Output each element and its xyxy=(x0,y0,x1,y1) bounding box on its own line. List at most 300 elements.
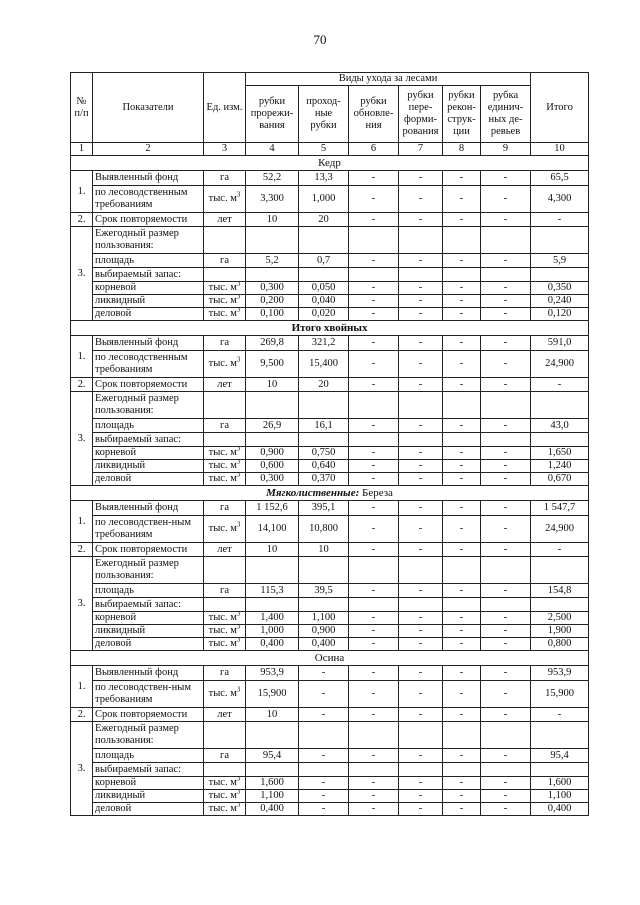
value-cell: - xyxy=(481,308,531,321)
value-cell: - xyxy=(299,666,349,681)
row-number: 2. xyxy=(71,708,93,722)
value-cell: - xyxy=(349,282,399,295)
value-cell: - xyxy=(399,790,443,803)
fund-row xyxy=(71,336,589,351)
fund-row-m3 xyxy=(71,516,589,543)
unit-cell: тыс. $м^3$ xyxy=(204,625,246,638)
total-value: 24,900 xyxy=(531,351,589,378)
value-cell: - xyxy=(481,460,531,473)
total-value: 1,100 xyxy=(531,790,589,803)
value-cell: - xyxy=(399,460,443,473)
stock-label: выбираемый запас: xyxy=(93,268,204,282)
repeat-row xyxy=(71,708,589,722)
value-cell: 0,400 xyxy=(246,803,299,816)
empty-cell xyxy=(246,268,299,282)
empty-cell xyxy=(349,722,399,749)
unit-cell: га xyxy=(204,171,246,186)
value-cell: - xyxy=(443,171,481,186)
total-value: 0,350 xyxy=(531,282,589,295)
header-type-6: рубка единич- ных де- ревьев xyxy=(481,86,531,143)
annual-row xyxy=(71,392,589,419)
area-row xyxy=(71,419,589,433)
value-cell: - xyxy=(399,282,443,295)
value-cell: - xyxy=(443,803,481,816)
fund-label-cont: по лесоводственным требованиям xyxy=(93,351,204,378)
empty-cell xyxy=(204,227,246,254)
value-cell: 10 xyxy=(246,213,299,227)
column-number: 10 xyxy=(531,143,589,156)
value-cell: 15,400 xyxy=(299,351,349,378)
empty-cell xyxy=(299,598,349,612)
section-title-row xyxy=(71,486,589,501)
root-label: корневой xyxy=(93,282,204,295)
fund-label: Выявленный фонд xyxy=(93,501,204,516)
value-cell: 0,020 xyxy=(299,308,349,321)
stock-label: выбираемый запас: xyxy=(93,433,204,447)
value-cell: - xyxy=(399,612,443,625)
repeat-row xyxy=(71,543,589,557)
value-cell: - xyxy=(349,473,399,486)
empty-cell xyxy=(531,268,589,282)
total-value: 15,900 xyxy=(531,681,589,708)
empty-cell xyxy=(531,392,589,419)
value-cell: - xyxy=(443,612,481,625)
value-cell: 0,400 xyxy=(299,638,349,651)
header-indicators: Показатели xyxy=(93,73,204,143)
value-cell: 0,040 xyxy=(299,295,349,308)
value-cell: - xyxy=(443,336,481,351)
empty-cell xyxy=(531,227,589,254)
total-value: 0,240 xyxy=(531,295,589,308)
header-type-3: рубки обновле- ния xyxy=(349,86,399,143)
empty-cell xyxy=(349,392,399,419)
row-number: 3. xyxy=(71,392,93,486)
root-label: корневой xyxy=(93,447,204,460)
total-value: 24,900 xyxy=(531,516,589,543)
value-cell: - xyxy=(481,803,531,816)
value-cell: - xyxy=(481,419,531,433)
unit-cell: тыс. $м^3$ xyxy=(204,803,246,816)
unit-cell: лет xyxy=(204,213,246,227)
value-cell: - xyxy=(349,708,399,722)
empty-cell xyxy=(481,763,531,777)
row-number: 2. xyxy=(71,543,93,557)
value-cell: 52,2 xyxy=(246,171,299,186)
value-cell: - xyxy=(399,186,443,213)
value-cell: 115,3 xyxy=(246,584,299,598)
repeat-label: Срок повторяемости xyxy=(93,543,204,557)
empty-cell xyxy=(349,268,399,282)
root-row xyxy=(71,612,589,625)
value-cell: - xyxy=(443,790,481,803)
empty-cell xyxy=(299,268,349,282)
value-cell: - xyxy=(443,473,481,486)
unit-cell: тыс. $м^3$ xyxy=(204,447,246,460)
value-cell: - xyxy=(481,543,531,557)
liquid-row xyxy=(71,790,589,803)
unit-cell: тыс. $м^3$ xyxy=(204,351,246,378)
column-number: 1 xyxy=(71,143,93,156)
section-title-row xyxy=(71,156,589,171)
liquid-label: ликвидный xyxy=(93,790,204,803)
value-cell: 16,1 xyxy=(299,419,349,433)
section-title: Кедр xyxy=(71,156,589,171)
unit-cell: тыс. $м^3$ xyxy=(204,186,246,213)
fund-label-cont: по лесоводственным требованиям xyxy=(93,186,204,213)
value-cell: - xyxy=(349,790,399,803)
total-value: 1,600 xyxy=(531,777,589,790)
value-cell: - xyxy=(399,777,443,790)
empty-cell xyxy=(481,598,531,612)
unit-cell: га xyxy=(204,666,246,681)
value-cell: - xyxy=(299,803,349,816)
value-cell: 10 xyxy=(246,543,299,557)
unit-cell: тыс. $м^3$ xyxy=(204,790,246,803)
empty-cell xyxy=(349,763,399,777)
value-cell: 321,2 xyxy=(299,336,349,351)
value-cell: - xyxy=(349,612,399,625)
forest-care-table xyxy=(70,72,589,816)
empty-cell xyxy=(246,392,299,419)
value-cell: 0,640 xyxy=(299,460,349,473)
value-cell: - xyxy=(481,295,531,308)
empty-cell xyxy=(399,557,443,584)
annual-row xyxy=(71,227,589,254)
empty-cell xyxy=(399,763,443,777)
unit-cell: га xyxy=(204,501,246,516)
empty-cell xyxy=(531,598,589,612)
value-cell: 10 xyxy=(246,708,299,722)
empty-cell xyxy=(443,598,481,612)
value-cell: 0,7 xyxy=(299,254,349,268)
empty-cell xyxy=(349,433,399,447)
value-cell: - xyxy=(299,708,349,722)
value-cell: - xyxy=(349,638,399,651)
value-cell: 0,400 xyxy=(246,638,299,651)
value-cell: - xyxy=(443,308,481,321)
row-number: 3. xyxy=(71,557,93,651)
section-title-row xyxy=(71,321,589,336)
value-cell: 1,600 xyxy=(246,777,299,790)
empty-cell xyxy=(299,763,349,777)
liquid-label: ликвидный xyxy=(93,460,204,473)
value-cell: 0,900 xyxy=(246,447,299,460)
value-cell: - xyxy=(399,708,443,722)
header-types-title: Виды ухода за лесами xyxy=(246,73,531,86)
value-cell: - xyxy=(443,213,481,227)
value-cell: - xyxy=(399,473,443,486)
root-row xyxy=(71,777,589,790)
column-number: 5 xyxy=(299,143,349,156)
area-label: площадь xyxy=(93,254,204,268)
value-cell: - xyxy=(299,749,349,763)
value-cell: - xyxy=(399,351,443,378)
empty-cell xyxy=(349,557,399,584)
column-number: 7 xyxy=(399,143,443,156)
total-value: 1,900 xyxy=(531,625,589,638)
value-cell: 9,500 xyxy=(246,351,299,378)
value-cell: 14,100 xyxy=(246,516,299,543)
header-type-2: проход- ные рубки xyxy=(299,86,349,143)
value-cell: 10 xyxy=(299,543,349,557)
value-cell: 1,100 xyxy=(246,790,299,803)
empty-cell xyxy=(399,392,443,419)
value-cell: 20 xyxy=(299,213,349,227)
value-cell: - xyxy=(481,790,531,803)
empty-cell xyxy=(299,392,349,419)
empty-cell xyxy=(349,598,399,612)
value-cell: - xyxy=(349,777,399,790)
stock-label: выбираемый запас: xyxy=(93,598,204,612)
value-cell: - xyxy=(481,186,531,213)
value-cell: 15,900 xyxy=(246,681,299,708)
value-cell: - xyxy=(481,171,531,186)
unit-cell: га xyxy=(204,749,246,763)
repeat-label: Срок повторяемости xyxy=(93,213,204,227)
repeat-label: Срок повторяемости xyxy=(93,378,204,392)
unit-cell: тыс. $м^3$ xyxy=(204,308,246,321)
root-label: корневой xyxy=(93,612,204,625)
empty-cell xyxy=(204,268,246,282)
empty-cell xyxy=(246,598,299,612)
header-num: № п/п xyxy=(71,73,93,143)
total-value: 95,4 xyxy=(531,749,589,763)
unit-cell: лет xyxy=(204,543,246,557)
value-cell: - xyxy=(481,213,531,227)
fund-row xyxy=(71,501,589,516)
root-label: корневой xyxy=(93,777,204,790)
empty-cell xyxy=(443,433,481,447)
empty-cell xyxy=(204,598,246,612)
value-cell: - xyxy=(481,681,531,708)
business-row xyxy=(71,308,589,321)
total-value: 1,240 xyxy=(531,460,589,473)
empty-cell xyxy=(481,722,531,749)
value-cell: - xyxy=(443,681,481,708)
value-cell: - xyxy=(349,501,399,516)
liquid-row xyxy=(71,295,589,308)
value-cell: - xyxy=(349,625,399,638)
fund-label: Выявленный фонд xyxy=(93,336,204,351)
unit-cell: тыс. $м^3$ xyxy=(204,681,246,708)
empty-cell xyxy=(481,268,531,282)
value-cell: 0,370 xyxy=(299,473,349,486)
empty-cell xyxy=(399,268,443,282)
value-cell: 20 xyxy=(299,378,349,392)
value-cell: - xyxy=(299,790,349,803)
unit-cell: тыс. $м^3$ xyxy=(204,612,246,625)
total-value: 0,670 xyxy=(531,473,589,486)
empty-cell xyxy=(399,598,443,612)
unit-cell: тыс. $м^3$ xyxy=(204,638,246,651)
value-cell: 0,200 xyxy=(246,295,299,308)
value-cell: 0,600 xyxy=(246,460,299,473)
value-cell: - xyxy=(399,308,443,321)
total-value: 65,5 xyxy=(531,171,589,186)
header-type-1: рубки прорежи- вания xyxy=(246,86,299,143)
empty-cell xyxy=(481,557,531,584)
column-number: 8 xyxy=(443,143,481,156)
fund-row xyxy=(71,171,589,186)
column-number: 6 xyxy=(349,143,399,156)
column-number: 3 xyxy=(204,143,246,156)
unit-cell: лет xyxy=(204,708,246,722)
value-cell: - xyxy=(481,638,531,651)
value-cell: 3,300 xyxy=(246,186,299,213)
empty-cell xyxy=(481,392,531,419)
value-cell: - xyxy=(349,681,399,708)
area-label: площадь xyxy=(93,584,204,598)
value-cell: - xyxy=(443,749,481,763)
value-cell: - xyxy=(349,254,399,268)
value-cell: 0,100 xyxy=(246,308,299,321)
unit-cell: тыс. $м^3$ xyxy=(204,295,246,308)
total-value: 154,8 xyxy=(531,584,589,598)
value-cell: - xyxy=(299,777,349,790)
empty-cell xyxy=(443,763,481,777)
empty-cell xyxy=(481,227,531,254)
value-cell: - xyxy=(481,351,531,378)
column-numbers-row xyxy=(71,143,589,156)
unit-cell: га xyxy=(204,254,246,268)
value-cell: - xyxy=(349,186,399,213)
annual-label: Ежегодный размер пользования: xyxy=(93,722,204,749)
unit-cell: га xyxy=(204,584,246,598)
value-cell: - xyxy=(349,336,399,351)
value-cell: - xyxy=(299,681,349,708)
total-value: 591,0 xyxy=(531,336,589,351)
value-cell: - xyxy=(443,378,481,392)
unit-cell: тыс. $м^3$ xyxy=(204,516,246,543)
empty-cell xyxy=(246,557,299,584)
value-cell: - xyxy=(399,213,443,227)
total-value: - xyxy=(531,213,589,227)
empty-cell xyxy=(246,227,299,254)
stock-row xyxy=(71,268,589,282)
page-number: 70 xyxy=(313,32,327,47)
value-cell: 95,4 xyxy=(246,749,299,763)
fund-label: Выявленный фонд xyxy=(93,171,204,186)
value-cell: 953,9 xyxy=(246,666,299,681)
empty-cell xyxy=(531,557,589,584)
value-cell: - xyxy=(481,378,531,392)
business-row xyxy=(71,638,589,651)
empty-cell xyxy=(246,433,299,447)
column-number: 4 xyxy=(246,143,299,156)
business-row xyxy=(71,803,589,816)
value-cell: 1 152,6 xyxy=(246,501,299,516)
total-value: 0,800 xyxy=(531,638,589,651)
total-value: 0,120 xyxy=(531,308,589,321)
total-value: 43,0 xyxy=(531,419,589,433)
row-number: 3. xyxy=(71,227,93,321)
value-cell: 269,8 xyxy=(246,336,299,351)
empty-cell xyxy=(204,433,246,447)
section-title: Осина xyxy=(71,651,589,666)
row-number: 1. xyxy=(71,336,93,378)
stock-label: выбираемый запас: xyxy=(93,763,204,777)
value-cell: - xyxy=(349,295,399,308)
liquid-label: ликвидный xyxy=(93,625,204,638)
value-cell: 395,1 xyxy=(299,501,349,516)
value-cell: - xyxy=(349,516,399,543)
value-cell: - xyxy=(481,584,531,598)
empty-cell xyxy=(204,763,246,777)
value-cell: - xyxy=(481,625,531,638)
area-label: площадь xyxy=(93,749,204,763)
total-value: 1,650 xyxy=(531,447,589,460)
stock-row xyxy=(71,598,589,612)
value-cell: - xyxy=(349,213,399,227)
value-cell: - xyxy=(399,803,443,816)
value-cell: - xyxy=(481,282,531,295)
value-cell: - xyxy=(399,543,443,557)
area-row xyxy=(71,254,589,268)
value-cell: 0,750 xyxy=(299,447,349,460)
repeat-label: Срок повторяемости xyxy=(93,708,204,722)
unit-cell: лет xyxy=(204,378,246,392)
value-cell: - xyxy=(443,516,481,543)
value-cell: 0,300 xyxy=(246,473,299,486)
value-cell: - xyxy=(399,501,443,516)
empty-cell xyxy=(399,433,443,447)
value-cell: 1,000 xyxy=(299,186,349,213)
fund-label: Выявленный фонд xyxy=(93,666,204,681)
total-value: 953,9 xyxy=(531,666,589,681)
fund-row-m3 xyxy=(71,186,589,213)
value-cell: - xyxy=(399,666,443,681)
value-cell: - xyxy=(399,447,443,460)
stock-row xyxy=(71,763,589,777)
value-cell: - xyxy=(443,666,481,681)
value-cell: 39,5 xyxy=(299,584,349,598)
value-cell: - xyxy=(443,351,481,378)
row-number: 1. xyxy=(71,666,93,708)
value-cell: 13,3 xyxy=(299,171,349,186)
value-cell: - xyxy=(349,584,399,598)
empty-cell xyxy=(204,557,246,584)
root-row xyxy=(71,447,589,460)
header-unit: Ед. изм. xyxy=(204,73,246,143)
empty-cell xyxy=(443,227,481,254)
stock-row xyxy=(71,433,589,447)
total-value: 2,500 xyxy=(531,612,589,625)
business-label: деловой xyxy=(93,473,204,486)
area-row xyxy=(71,749,589,763)
value-cell: - xyxy=(481,777,531,790)
value-cell: - xyxy=(399,625,443,638)
value-cell: 10 xyxy=(246,378,299,392)
total-value: - xyxy=(531,708,589,722)
value-cell: - xyxy=(481,473,531,486)
value-cell: 0,050 xyxy=(299,282,349,295)
row-number: 2. xyxy=(71,213,93,227)
total-value: - xyxy=(531,543,589,557)
value-cell: - xyxy=(443,501,481,516)
unit-cell: тыс. $м^3$ xyxy=(204,460,246,473)
row-number: 2. xyxy=(71,378,93,392)
value-cell: - xyxy=(349,171,399,186)
empty-cell xyxy=(299,433,349,447)
unit-cell: тыс. $м^3$ xyxy=(204,473,246,486)
empty-cell xyxy=(299,722,349,749)
liquid-row xyxy=(71,625,589,638)
empty-cell xyxy=(443,392,481,419)
value-cell: - xyxy=(443,282,481,295)
fund-row-m3 xyxy=(71,351,589,378)
header-type-5: рубки рекон- струк- ции xyxy=(443,86,481,143)
value-cell: - xyxy=(481,516,531,543)
